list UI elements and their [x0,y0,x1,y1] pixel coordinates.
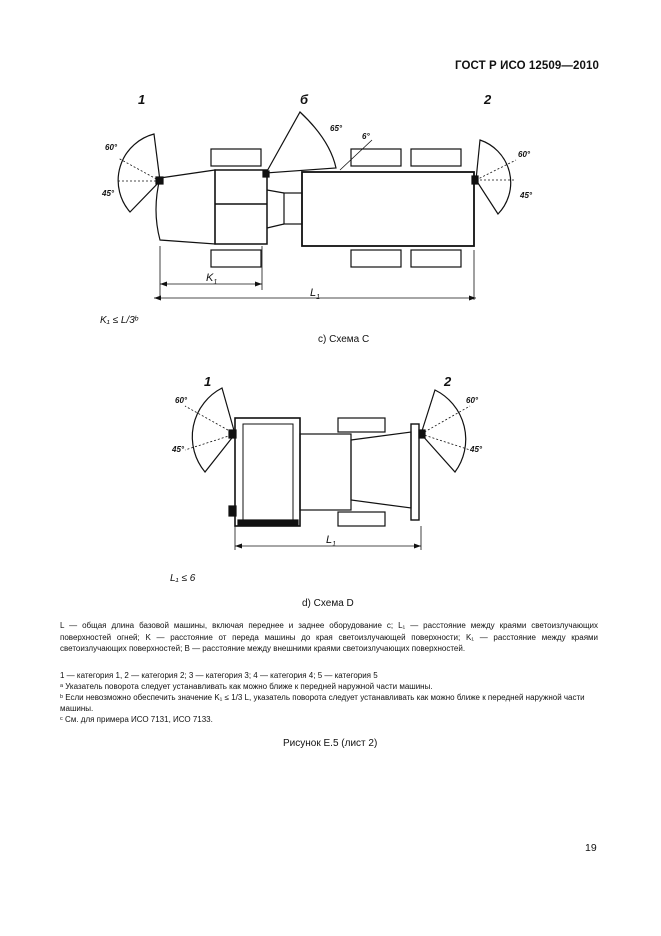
caption-d: d) Схема D [302,598,354,609]
dim-l1-label-c: $L_1$ [310,287,321,301]
dim-l1-label-d: $L_1$ [326,534,337,548]
label-2-c: 2 [484,92,492,107]
angle-45-right-c: 45° [520,191,533,200]
label-1-c: 1 [138,92,146,107]
angle-60-right-d: 60° [466,396,479,405]
label-2-d: 2 [444,374,452,389]
angle-60-left-d: 60° [175,396,188,405]
figure-c-drawing [118,112,516,301]
angle-60-left-c: 60° [105,143,118,152]
caption-c: с) Схема С [318,334,370,345]
label-b-c: б [300,92,309,107]
condition-d: L₁ ≤ 6 [170,573,196,584]
dim-k1-label: $K_1$ [206,272,218,286]
page-number: 19 [585,842,597,854]
note-c: ᶜ См. для примера ИСО 7131, ИСО 7133. [60,715,213,724]
figure-notes [60,670,598,725]
label-1-d: 1 [204,374,212,389]
figure-d-drawing [185,388,470,550]
figure-title: Рисунок Е.5 (лист 2) [283,738,378,749]
angle-6-c: 6° [362,132,370,141]
angle-60-right-c: 60° [518,150,531,159]
note-b: ᵇ Если невозможно обеспечить значение K₁ ≤ 1/3 L, указатель поворота следует устанавливать как можно ближе к передней наружной части машины. [60,693,585,713]
standard-header: ГОСТ Р ИСО 12509—2010 [454,60,599,72]
note-categories: 1 — категория 1, 2 — категория 2; 3 — категория 3; 4 — категория 4; 5 — категория 5 [60,671,378,680]
condition-c: K₁ ≤ L/3ᵇ [100,315,138,326]
angle-45-left-d: 45° [172,445,185,454]
note-a: ᵃ Указатель поворота следует устанавливать как можно ближе к передней наружной части машины. [60,682,433,691]
angle-65-c: 65° [330,124,343,133]
angle-45-right-d: 45° [470,445,483,454]
legend-text: L — общая длина базовой машины, включая переднее и заднее оборудование с; L₁ — расстояние между краями светоизлучающих поверхностей огней; K — расстояние от переда машины до края светоизлучающей поверхности; K₁ — расстояние между краями светоизлучающих поверхностей; B — расстояние между внешними краями светоизлучающих поверхностей. [60,621,598,653]
figure-legend [60,620,598,655]
angle-45-left-c: 45° [102,189,115,198]
